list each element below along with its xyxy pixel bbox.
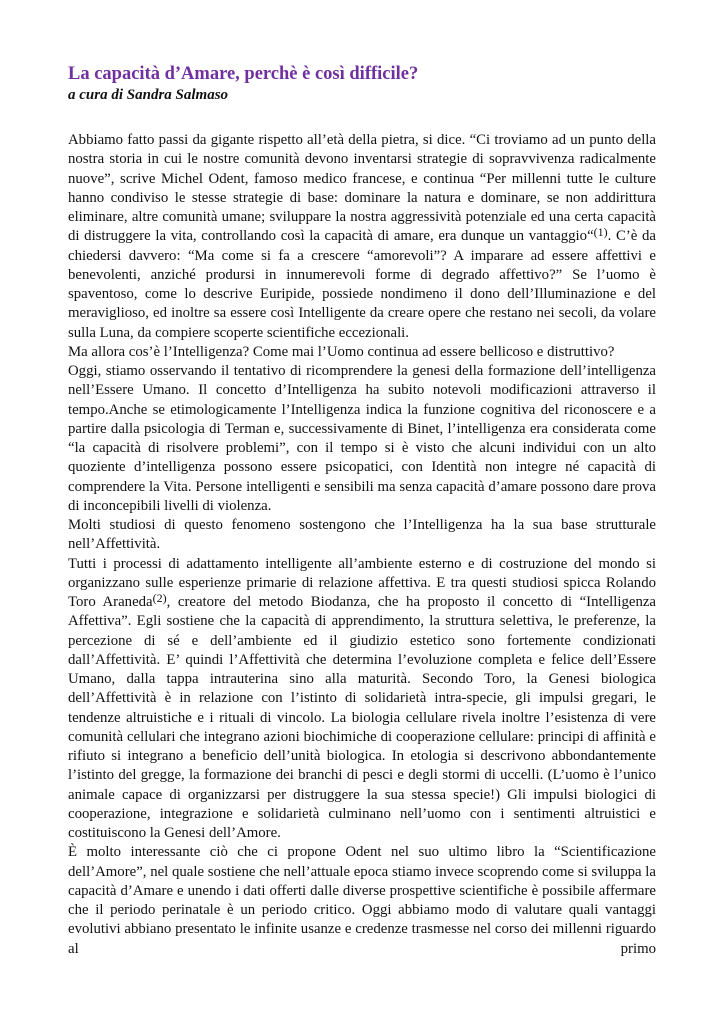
paragraph-text: Ma allora cos’è l’Intelligenza? Come mai l’Uomo continua ad essere bellicoso e distruttivo? bbox=[68, 343, 615, 360]
document-title: La capacità d’Amare, perchè è così difficile? bbox=[68, 64, 419, 84]
paragraph-text: Abbiamo fatto passi da gigante rispetto all’età della pietra, si dice. “Ci troviamo ad un punto della nostra storia in cui le nostre comunità devono inventarsi strategie di sopravvivenza radicalmente nuove”, scrive Michel Odent, famoso medico francese, e continua “Per millenni tutte le culture hanno condiviso le stesse strategie di base: dominare la natura e dominare, se non addirittura eliminare, altre comunità umane; sviluppare la nostra aggressività potenziale ed una certa capacità di distruggere la vita, controllando così la capacità di amare, era dunque un vantaggio“ bbox=[68, 132, 656, 245]
paragraph bbox=[68, 131, 656, 343]
paragraph bbox=[68, 362, 656, 516]
document-subtitle: a cura di Sandra Salmaso bbox=[68, 87, 229, 103]
paragraph-text: Tutti i processi di adattamento intelligente all’ambiente esterno e di costruzione del mondo si organizzano sulle esperienze primarie di relazione affettiva. E tra questi studiosi spicca Rolando Toro Araneda bbox=[68, 555, 656, 610]
paragraph bbox=[68, 343, 656, 362]
paragraph bbox=[68, 516, 656, 555]
paragraph-text: , creatore del metodo Biodanza, che ha proposto il concetto di “Intelligenza Affettiva”. Egli sostiene che la capacità di apprendimento, la struttura selettiva, le preferenze, la percezione di sé e dell’ambiente ed il giudizio estetico sono fortemente condizionati dall’Affettività. E’ quindi l’Affettività che determina l’evoluzione completa e felice dell’Essere Umano, dalla tappa intrauterina sino alla maturità. Secondo Toro, la Genesi biologica dell’Affettività è in relazione con l’istinto di solidarietà intra-specie, gli impulsi gregari, le tendenze altruistiche e i rituali di vincolo. La biologia cellulare rivela inoltre l’esistenza di vere comunità cellulari che integrano azioni biochimiche di cooperazione cellulare: principi di affinità e rifiuto si integrano a beneficio dell’unità biologica. In etologia si descrivono abbondantemente l’istinto del gregge, la formazione dei branchi di pesci e degli stormi di uccelli. (L’uomo è l’unico animale capace di organizzarsi per distruggere la sua stessa specie!) Gli impulsi biologici di cooperazione, integrazione e solidarietà culminano nell’uomo con i sentimenti altruistici e costituiscono la Genesi dell’Amore. bbox=[68, 594, 657, 841]
footnote-marker: (1) bbox=[593, 225, 608, 240]
paragraph bbox=[68, 555, 656, 844]
paragraph-text: . C’è da chiedersi davvero: “Ma come si fa a crescere “amorevoli”? A imparare ad essere affettivi e benevolenti, anziché prodursi in innumerevoli forme di degrado affettivo?” Se l’uomo è spaventoso, come lo descrive Euripide, possiede nondimeno il dono dell’Illuminazione e del meraviglioso, ed inoltre sa essere così Intelligente da creare opere che restano nei secoli, da volare sulla Luna, da compiere scoperte scientifiche eccezionali. bbox=[68, 228, 656, 341]
document-page bbox=[68, 62, 656, 959]
footnote-marker: (2) bbox=[152, 591, 167, 605]
paragraph-text: È molto interessante ciò che ci propone Odent nel suo ultimo libro la “Scientificazione dell’Amore”, nel quale sostiene che nell’attuale epoca stiamo invece scoprendo come si sviluppa la capacità d’Amare e unendo i dati offerti dalle diverse prospettive scientifiche è possibile affermare che il periodo perinatale è un periodo critico. Oggi abbiamo modo di valutare quali vantaggi evolutivi abbiano presentato le infinite usanze e credenze trasmesse nel corso dei millenni riguardo al primo bbox=[68, 844, 656, 957]
document-body bbox=[68, 131, 656, 959]
paragraph-text: Oggi, stiamo osservando il tentativo di ricomprendere la genesi della formazione dell’intelligenza nell’Essere Umano. Il concetto d’Intelligenza ha subito notevoli modificazioni attraverso il tempo.Anche se etimologicamente l’Intelligenza indica la funzione cognitiva del riconoscere e a partire dalla psicologia di Terman e, successivamente di Binet, l’intelligenza era considerata come “la capacità di risolvere problemi”, con il tempo si è visto che alcuni individui con un alto quoziente d’intelligenza possono essere psicopatici, con Identità non integre né capacità di comprendere la Vita. Persone intelligenti e sensibili ma senza capacità d’amare possono dare prova di inconcepibili livelli di violenza. bbox=[68, 363, 656, 514]
paragraph-text: Molti studiosi di questo fenomeno sostengono che l’Intelligenza ha la sua base strutturale nell’Affettività. bbox=[68, 517, 656, 553]
paragraph bbox=[68, 843, 656, 959]
